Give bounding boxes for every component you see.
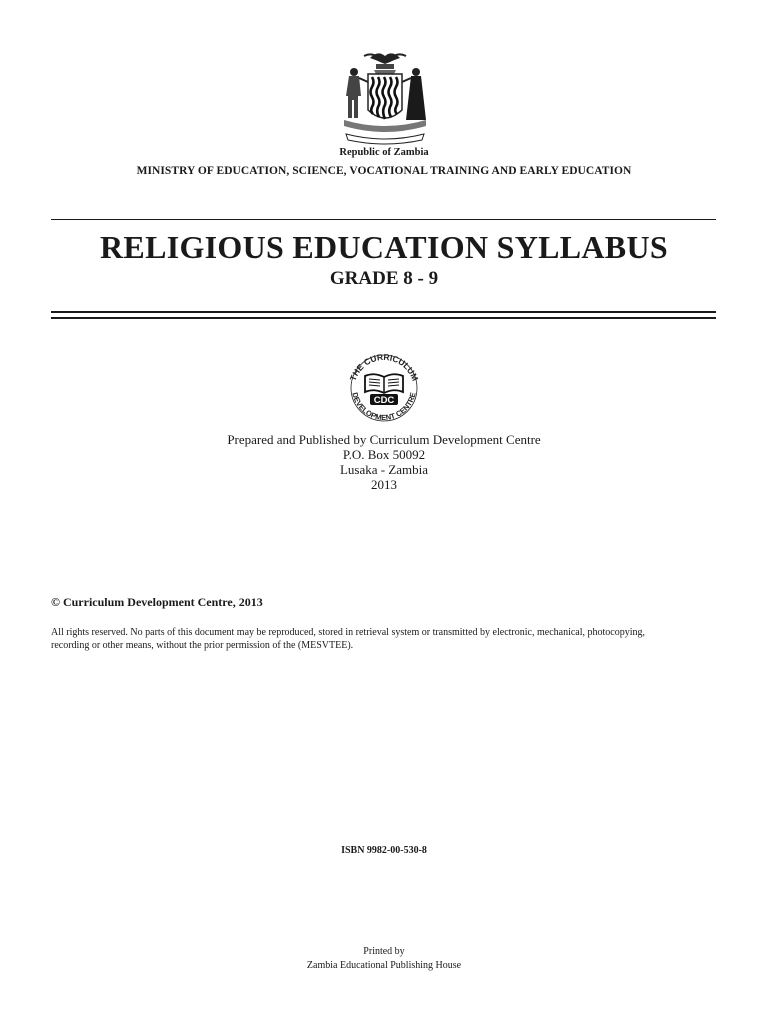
copyright-notice: © Curriculum Development Centre, 2013 [51,595,263,609]
location-line: Lusaka - Zambia [339,462,429,477]
cdc-logo-icon [341,352,427,422]
rights-line-2: recording or other means, without the prior permission of the (MESVTEE). [51,639,354,651]
printer-name: Zambia Educational Publishing House [306,960,462,971]
coat-of-arms-icon [334,48,436,148]
grade-subtitle: GRADE 8 - 9 [329,268,439,289]
printed-by-label: Printed by [363,946,405,957]
svg-text:THE CURRICULUM: THE CURRICULUM [347,352,421,383]
ministry-name: MINISTRY OF EDUCATION, SCIENCE, VOCATIONAL TRAINING AND EARLY EDUCATION [136,165,632,177]
country-name: Republic of Zambia [339,147,429,158]
top-divider [51,219,716,220]
title-divider-lower [51,317,716,319]
svg-text:CDC: CDC [373,395,395,406]
title-divider-upper [51,311,716,313]
document-title: RELIGIOUS EDUCATION SYLLABUS [100,229,668,265]
publisher-line: Prepared and Published by Curriculum Development Centre [227,432,541,447]
po-box-line: P.O. Box 50092 [342,447,426,462]
isbn-number: ISBN 9982-00-530-8 [341,845,427,856]
svg-text:DEVELOPMENT CENTRE: DEVELOPMENT CENTRE [350,391,418,422]
rights-line-1: All rights reserved. No parts of this document may be reproduced, stored in retrieval system or transmitted by electronic, mechanical, photocopying, [51,627,645,638]
rights-statement [51,627,731,652]
year-line: 2013 [371,477,397,492]
